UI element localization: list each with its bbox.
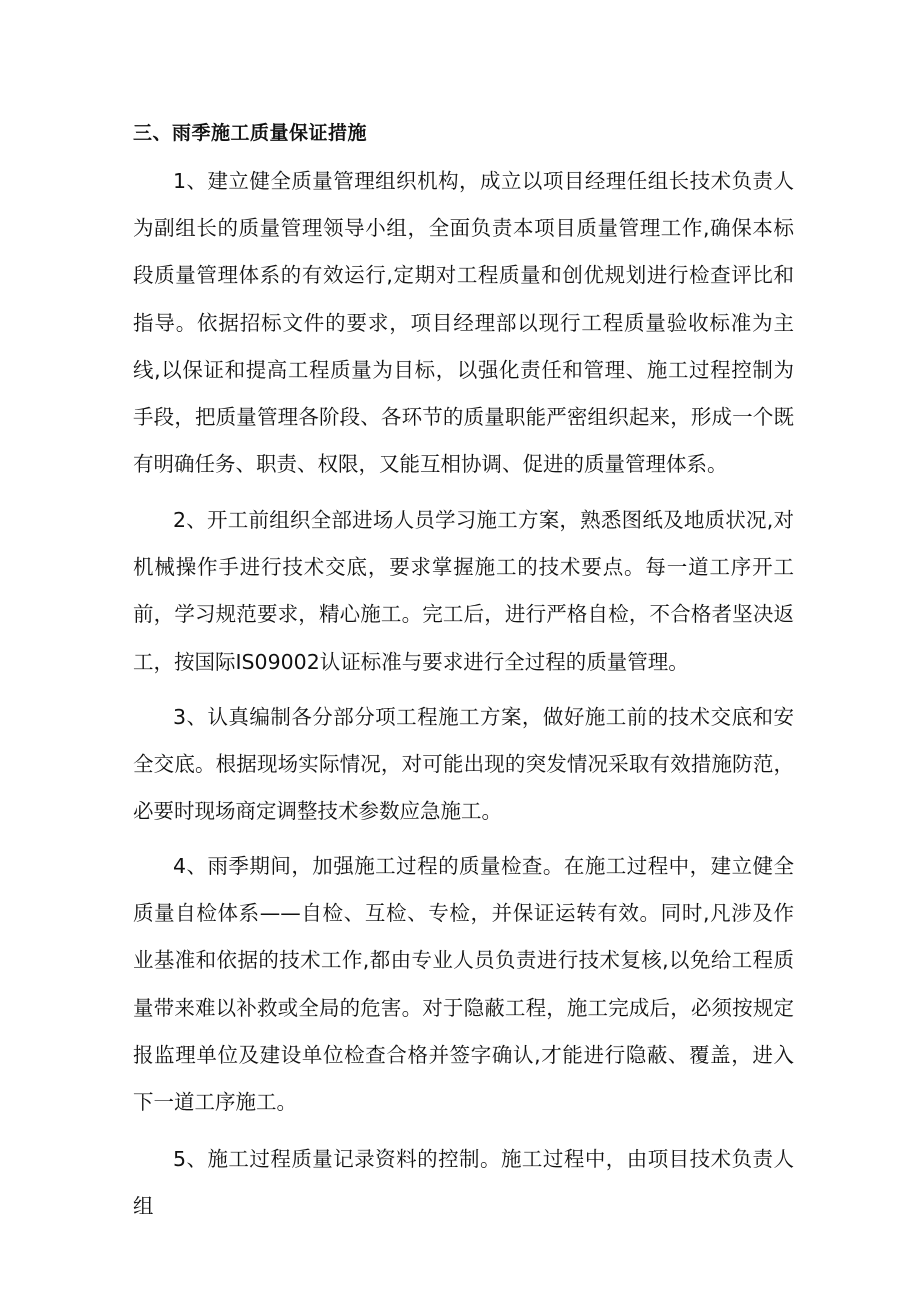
paragraph-3: 3、认真编制各分部分项工程施工方案，做好施工前的技术交底和安全交底。根据现场实际情况，对可能出现的突发情况采取有效措施防范，必要时现场商定调整技术参数应急施工。 bbox=[133, 705, 794, 824]
paragraph-2: 2、开工前组织全部进场人员学习施工方案，熟悉图纸及地质状况,对机械操作手进行技术交底，要求掌握施工的技术要点。每一道工序开工前，学习规范要求，精心施工。完工后，进行严格自检，不合格者坚决返工，按国际IS09002认证标准与要求进行全过程的质量管理。 bbox=[133, 508, 794, 674]
paragraph-5: 5、施工过程质量记录资料的控制。施工过程中，由项目技术负责人组 bbox=[133, 1147, 794, 1219]
paragraph-4: 4、雨季期间，加强施工过程的质量检查。在施工过程中，建立健全质量自检体系——自检、互检、专检，并保证运转有效。同时,凡涉及作业基准和依据的技术工作,都由专业人员负责进行技术复核,以免给工程质量带来难以补救或全局的危害。对于隐蔽工程，施工完成后，必须按规定报监理单位及建设单位检查合格并签字确认,才能进行隐蔽、覆盖，进入下一道工序施工。 bbox=[133, 854, 794, 1115]
section-heading: 三、雨季施工质量保证措施 bbox=[133, 122, 368, 144]
paragraph-1: 1、建立健全质量管理组织机构，成立以项目经理任组长技术负责人为副组长的质量管理领导小组，全面负责本项目质量管理工作,确保本标段质量管理体系的有效运行,定期对工程质量和创优规划进行检查评比和指导。依据招标文件的要求，项目经理部以现行工程质量验收标准为主线,以保证和提高工程质量为目标，以强化责任和管理、施工过程控制为手段，把质量管理各阶段、各环节的质量职能严密组织起来，形成一个既有明确任务、职责、权限，又能互相协调、促进的质量管理体系。 bbox=[133, 169, 794, 477]
